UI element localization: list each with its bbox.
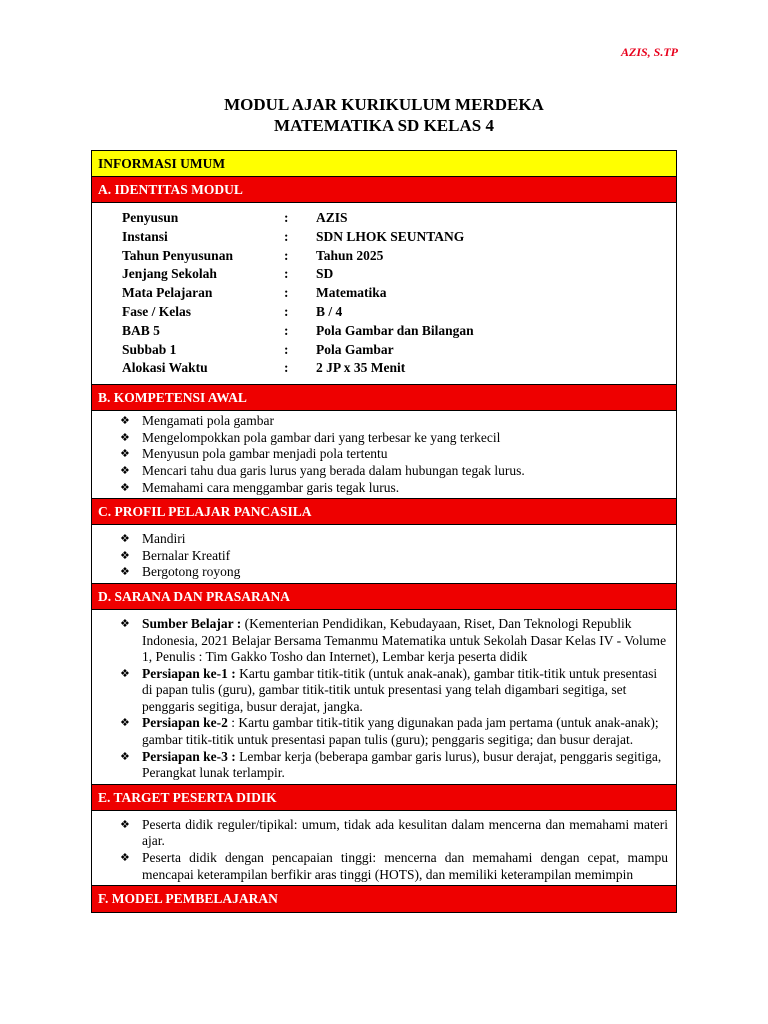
list-item — [120, 463, 668, 480]
identity-row — [122, 303, 676, 322]
title-line-2: MATEMATIKA SD KELAS 4 — [274, 116, 494, 135]
identity-value: AZIS — [316, 210, 348, 225]
identity-row — [122, 359, 676, 378]
author-label: AZIS, S.TP — [620, 45, 678, 59]
section-identitas-modul: A. IDENTITAS MODUL — [92, 177, 676, 203]
identity-label: Tahun Penyusunan — [122, 247, 233, 263]
identity-row — [122, 247, 676, 266]
identity-label: Fase / Kelas — [122, 303, 191, 319]
list-item — [120, 850, 668, 883]
bullet-icon: ❖ — [120, 817, 130, 831]
list-item-text: Mengelompokkan pola gambar dari yang terbesar ke yang terkecil — [142, 429, 501, 445]
identity-value: 2 JP x 35 Menit — [316, 360, 406, 376]
bullet-icon: ❖ — [120, 532, 130, 546]
bullet-icon: ❖ — [120, 616, 130, 630]
sarana-item-text: (Kementerian Pendidikan, Kebudayaan, Riset, Dan Teknologi Republik Indonesia, 2021 Belajar Bersama Temanmu Matematika untuk Sekolah Dasar Kelas IV - Volume 1, Penulis : Tim Gakko Tosho dan Internet), Lembar kerja peserta didik — [142, 615, 667, 665]
bullet-icon: ❖ — [120, 463, 130, 477]
identity-colon: : — [284, 341, 289, 357]
identity-row — [122, 209, 676, 228]
bullet-icon: ❖ — [120, 851, 130, 865]
list-item — [120, 413, 668, 430]
bullet-icon: ❖ — [120, 716, 130, 730]
identity-colon: : — [284, 360, 289, 376]
bullet-icon: ❖ — [120, 430, 130, 444]
list-item — [120, 817, 668, 850]
sarana-item-label: Persiapan ke-3 : — [142, 748, 236, 764]
sarana-list — [92, 614, 676, 784]
sarana-item-text: : Kartu gambar titik-titik yang digunakan pada jam pertama (untuk anak-anak); gambar titik-titik untuk presentasi papan tulis (guru); penggaris segitiga; dan busur derajat. — [142, 715, 659, 748]
identity-label: Instansi — [122, 228, 168, 244]
list-item — [120, 531, 668, 548]
identity-colon: : — [284, 228, 289, 244]
list-item — [120, 749, 668, 782]
list-item — [120, 715, 668, 748]
identity-colon: : — [284, 322, 289, 338]
bullet-icon: ❖ — [120, 480, 130, 494]
kompetensi-block — [92, 411, 676, 499]
identity-colon: : — [284, 285, 289, 301]
identity-value: SDN LHOK SEUNTANG — [316, 228, 465, 244]
list-item-text: Mencari tahu dua garis lurus yang berada dalam hubungan tegak lurus. — [142, 462, 525, 478]
bullet-icon: ❖ — [120, 414, 130, 428]
list-item-text: Mengamati pola gambar — [142, 413, 274, 429]
bullet-icon: ❖ — [120, 565, 130, 579]
profil-list — [92, 529, 676, 583]
section-target-peserta: E. TARGET PESERTA DIDIK — [92, 785, 676, 811]
list-item-text: Peserta didik dengan pencapaian tinggi: mencerna dan memahami dengan cepat, mampu mencapai keterampilan berfikir aras tinggi (HOTS), dan memiliki keterampilan memimpin — [142, 850, 668, 882]
title-line-1: MODUL AJAR KURIKULUM MERDEKA — [224, 95, 544, 114]
identity-label: Jenjang Sekolah — [122, 266, 217, 282]
identity-row — [122, 265, 676, 284]
identity-value: Pola Gambar — [316, 341, 394, 357]
profil-block — [92, 525, 676, 584]
kompetensi-list — [92, 411, 676, 498]
identity-label: Mata Pelajaran — [122, 285, 213, 301]
identity-value: Pola Gambar dan Bilangan — [316, 322, 474, 338]
identity-row — [122, 341, 676, 360]
list-item — [120, 616, 668, 666]
identity-colon: : — [284, 247, 289, 263]
list-item-text: Peserta didik reguler/tipikal: umum, tidak ada kesulitan dalam mencerna dan memahami materi ajar. — [142, 816, 668, 849]
list-item — [120, 446, 668, 463]
identity-row — [122, 322, 676, 341]
identity-value: Matematika — [316, 285, 387, 301]
target-list — [92, 815, 676, 885]
list-item — [120, 666, 668, 716]
list-item-text: Memahami cara menggambar garis tegak lurus. — [142, 479, 400, 495]
sarana-item-label: Sumber Belajar : — [142, 615, 242, 631]
sarana-item-text: Lembar kerja (beberapa gambar garis lurus), busur derajat, penggaris segitiga, Perangkat lunak terlampir. — [142, 748, 662, 781]
list-item-text: Mandiri — [142, 531, 186, 547]
bullet-icon: ❖ — [120, 548, 130, 562]
bullet-icon: ❖ — [120, 666, 130, 680]
list-item-text: Menyusun pola gambar menjadi pola tertentu — [142, 446, 388, 462]
identity-colon: : — [284, 266, 289, 282]
section-sarana-prasarana: D. SARANA DAN PRASARANA — [92, 584, 676, 610]
identity-colon: : — [284, 210, 289, 225]
sarana-item-label: Persiapan ke-2 — [142, 715, 228, 731]
list-item-text: Bergotong royong — [142, 564, 241, 580]
sarana-block — [92, 610, 676, 785]
bullet-icon: ❖ — [120, 447, 130, 461]
document-title — [0, 94, 768, 136]
identity-list — [92, 203, 676, 385]
sarana-item-label: Persiapan ke-1 : — [142, 665, 236, 681]
list-item — [120, 564, 668, 581]
section-informasi-umum: INFORMASI UMUM — [92, 151, 676, 177]
module-table — [91, 150, 677, 913]
bullet-icon: ❖ — [120, 749, 130, 763]
section-kompetensi-awal: B. KOMPETENSI AWAL — [92, 385, 676, 411]
identity-value: Tahun 2025 — [316, 247, 384, 263]
identity-value: SD — [316, 266, 334, 282]
identity-row — [122, 284, 676, 303]
target-block — [92, 811, 676, 886]
section-profil-pelajar: C. PROFIL PELAJAR PANCASILA — [92, 499, 676, 525]
list-item-text: Bernalar Kreatif — [142, 547, 231, 563]
identity-label: Alokasi Waktu — [122, 360, 208, 376]
sarana-item-text: Kartu gambar titik-titik (untuk anak-anak), gambar titik-titik untuk presentasi di papan tulis (guru), gambar titik-titik untuk presentasi yang telah digambari segitiga, set penggaris segitiga, busur derajat, jangka. — [142, 665, 658, 714]
identity-value: B / 4 — [316, 303, 343, 319]
section-model-pembelajaran: F. MODEL PEMBELAJARAN — [92, 886, 676, 912]
list-item — [120, 430, 668, 447]
identity-label: BAB 5 — [122, 322, 160, 338]
identity-colon: : — [284, 303, 289, 319]
identity-row — [122, 228, 676, 247]
list-item — [120, 480, 668, 497]
list-item — [120, 548, 668, 565]
identity-label: Penyusun — [122, 210, 179, 225]
identity-label: Subbab 1 — [122, 341, 177, 357]
